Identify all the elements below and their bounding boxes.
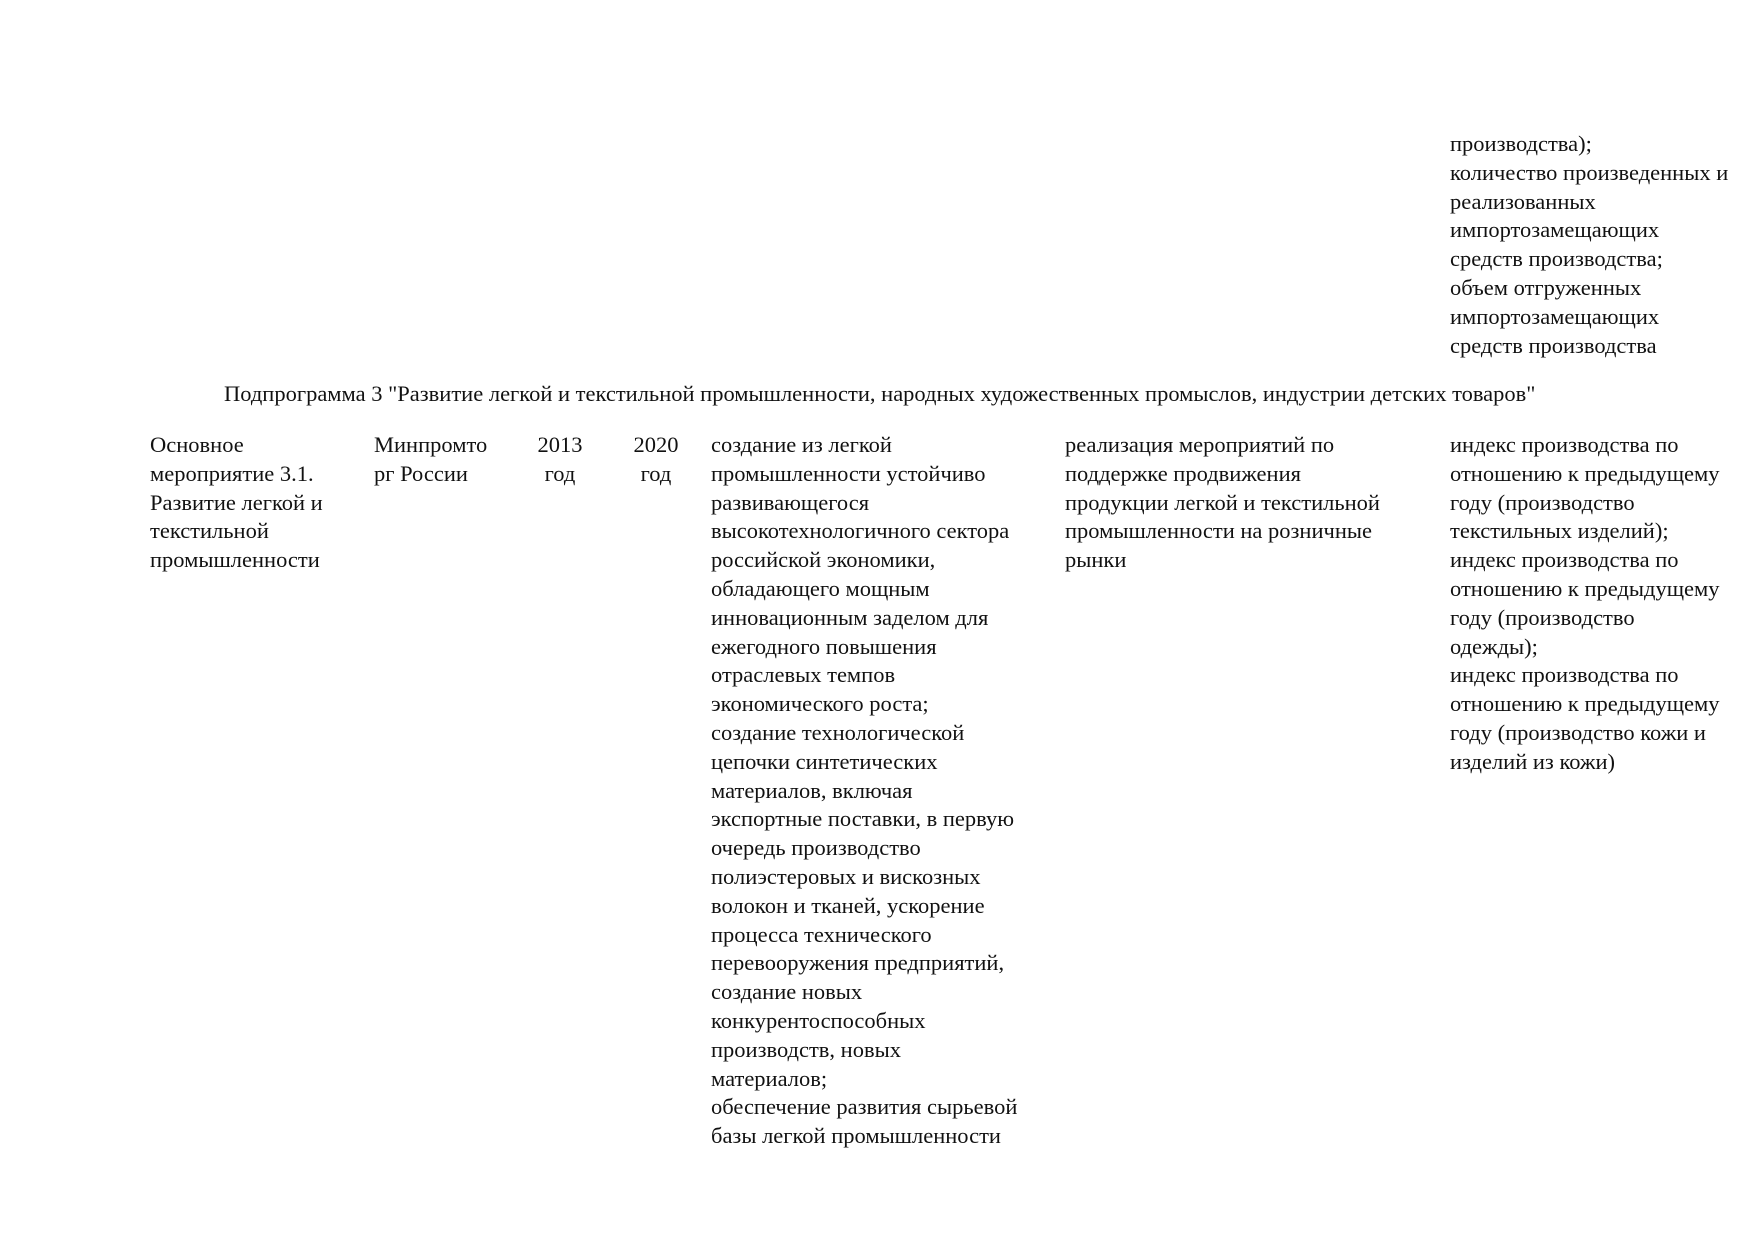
text-line: индекс производства по — [1450, 547, 1679, 573]
text-line: рынки — [1065, 547, 1127, 573]
text-line: промышленности — [150, 547, 320, 573]
text-line: году (производство — [1450, 489, 1635, 515]
text-line: высокотехнологичного сектора — [711, 518, 1010, 544]
text-line: Развитие легкой и — [150, 489, 323, 515]
subprogram-heading: Подпрограмма 3 "Развитие легкой и текстильной промышленности, народных художественных промыслов, индустрии детских товаров" — [224, 381, 1536, 406]
text-line: экспортные поставки, в первую — [711, 806, 1015, 832]
text-line: мероприятие 3.1. — [150, 460, 314, 486]
text-line: текстильной — [150, 518, 269, 544]
text-line: рг России — [374, 460, 468, 486]
text-line: изделий из кожи) — [1450, 748, 1616, 774]
text-line: производств, новых — [711, 1036, 901, 1062]
text-line: инновационным заделом для — [711, 604, 989, 630]
text-line: реализованных — [1450, 188, 1596, 214]
text-line: российской экономики, — [711, 547, 936, 573]
text-line: материалов; — [711, 1065, 828, 1091]
text-line: индекс производства по — [1450, 432, 1679, 457]
text-line: году (производство — [1450, 604, 1635, 630]
text-line: отраслевых темпов — [711, 662, 896, 688]
text-line: средств производства — [1450, 332, 1657, 358]
text-line: продукции легкой и текстильной — [1065, 489, 1380, 515]
text-line: очередь производство — [711, 835, 921, 861]
text-line: создание технологической — [711, 719, 965, 745]
text-line: импортозамещающих — [1450, 217, 1660, 243]
indicators-cell — [1450, 431, 1720, 777]
text-line: развивающегося — [711, 489, 870, 515]
text-line: полиэстеровых и вискозных — [711, 863, 981, 889]
text-line: конкурентоспособных — [711, 1007, 926, 1033]
text-line: отношению к предыдущему — [1450, 460, 1720, 486]
text-line: перевооружения предприятий, — [711, 950, 1005, 976]
text-line: год — [544, 460, 576, 486]
text-line: 2013 — [537, 432, 583, 457]
text-line: материалов, включая — [711, 777, 913, 803]
text-line: 2020 — [633, 432, 679, 457]
text-line: процесса технического — [711, 921, 932, 947]
text-line: волокон и тканей, ускорение — [711, 892, 985, 918]
text-line: одежды); — [1450, 633, 1538, 659]
text-line: производства); — [1450, 131, 1592, 156]
text-line: индекс производства по — [1450, 662, 1679, 688]
text-line: импортозамещающих — [1450, 303, 1660, 329]
text-line: текстильных изделий); — [1450, 518, 1669, 544]
executor-cell — [374, 431, 487, 489]
text-line: год — [640, 460, 672, 486]
text-line: объем отгруженных — [1450, 274, 1642, 300]
activity-content-cell — [1065, 431, 1380, 575]
text-line: ежегодного повышения — [711, 633, 937, 659]
text-line: промышленности устойчиво — [711, 460, 986, 486]
continued-indicators-cell — [1450, 130, 1728, 360]
text-line: обладающего мощным — [711, 575, 930, 601]
text-line: создание новых — [711, 979, 863, 1005]
text-line: обеспечение развития сырьевой — [711, 1094, 1018, 1120]
text-line: Основное — [150, 432, 244, 457]
text-line: количество произведенных и — [1450, 159, 1729, 185]
start-year-cell — [530, 431, 590, 489]
text-line: цепочки синтетических — [711, 748, 938, 774]
text-line: экономического роста; — [711, 691, 929, 717]
text-line: базы легкой промышленности — [711, 1123, 1001, 1149]
text-line: Минпромто — [374, 432, 488, 457]
text-line: реализация мероприятий по — [1065, 432, 1335, 457]
text-line: средств производства; — [1450, 246, 1663, 272]
text-line: отношению к предыдущему — [1450, 575, 1720, 601]
text-line: создание из легкой — [711, 432, 892, 457]
activity-name-cell — [150, 431, 323, 575]
text-line: промышленности на розничные — [1065, 518, 1372, 544]
text-line: отношению к предыдущему — [1450, 691, 1720, 717]
text-line: поддержке продвижения — [1065, 460, 1301, 486]
expected-result-cell — [711, 431, 1017, 1151]
end-year-cell — [626, 431, 686, 489]
text-line: году (производство кожи и — [1450, 719, 1706, 745]
